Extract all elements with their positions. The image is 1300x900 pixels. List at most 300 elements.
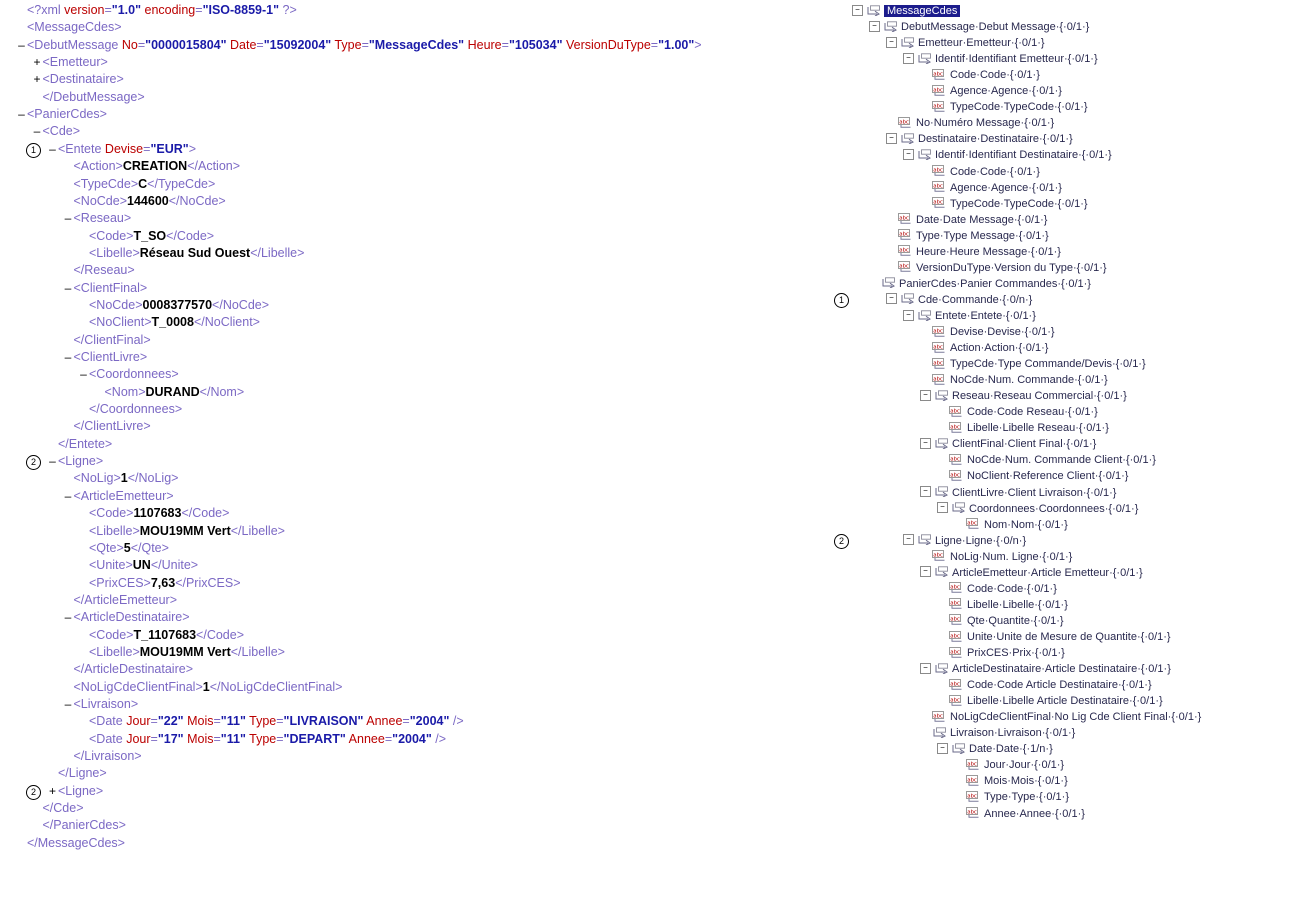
attribute-icon: [932, 550, 947, 561]
tree-node[interactable]: [830, 468, 1300, 484]
tree-node[interactable]: [830, 212, 1300, 228]
tree-node[interactable]: [830, 228, 1300, 244]
xml-line[interactable]: [0, 401, 830, 418]
element-icon: [934, 438, 949, 449]
xml-tag: </ClientLivre>: [73, 419, 151, 434]
tree-collapse-toggle-icon[interactable]: −: [886, 133, 897, 144]
tree-node-label: Action·Action·{·0/1·}: [950, 342, 1049, 355]
xml-line[interactable]: [0, 19, 830, 36]
collapse-toggle-icon[interactable]: –: [64, 211, 72, 226]
tree-node[interactable]: [830, 565, 1300, 581]
tree-node[interactable]: [830, 35, 1300, 51]
xml-line[interactable]: [0, 54, 830, 71]
xml-line[interactable]: [0, 332, 830, 349]
tree-node[interactable]: [830, 773, 1300, 789]
tree-node-label: Unite·Unite de Mesure de Quantite·{·0/1·}: [967, 630, 1171, 643]
attribute-icon: [932, 165, 947, 176]
element-icon: [934, 390, 949, 401]
xml-line[interactable]: [0, 349, 830, 366]
tree-node[interactable]: [830, 693, 1300, 709]
tree-node[interactable]: [830, 308, 1300, 324]
element-icon: [917, 534, 932, 545]
xml-line[interactable]: [0, 106, 830, 123]
tree-node[interactable]: [830, 180, 1300, 196]
annotation-marker: 1: [834, 293, 849, 308]
xml-tag: =: [402, 714, 410, 729]
xml-attribute-name: Annee: [366, 714, 403, 729]
xml-attribute-value: "17": [157, 731, 184, 746]
xml-line[interactable]: [0, 245, 830, 262]
tree-node[interactable]: [830, 806, 1300, 822]
xml-line[interactable]: [0, 89, 830, 106]
xml-line[interactable]: [0, 713, 830, 730]
xml-text-value: MOU19MM Vert: [139, 644, 231, 659]
xml-line[interactable]: [0, 679, 830, 696]
xml-tag: <Destinataire>: [42, 72, 124, 87]
xml-attribute-name: Type: [249, 731, 277, 746]
tree-collapse-toggle-icon[interactable]: −: [920, 438, 931, 449]
xml-line[interactable]: [0, 37, 830, 54]
annotation-marker: 1: [26, 143, 41, 158]
tree-node[interactable]: [830, 292, 1300, 308]
svg-text:abc: abc: [899, 119, 909, 126]
xml-line[interactable]: [0, 210, 830, 227]
xml-attribute-value: "LIVRAISON": [283, 714, 364, 729]
xml-attribute-name: Mois: [187, 731, 214, 746]
attribute-icon: [932, 181, 947, 192]
schema-tree-pane[interactable]: [830, 0, 1300, 900]
xml-tag: <MessageCdes>: [27, 20, 122, 35]
tree-node[interactable]: [830, 131, 1300, 147]
svg-text:abc: abc: [933, 183, 943, 190]
element-icon: [917, 149, 932, 160]
xml-line[interactable]: [0, 523, 830, 540]
xml-line[interactable]: [0, 609, 830, 626]
collapse-toggle-icon[interactable]: –: [64, 610, 72, 625]
attribute-icon: [949, 614, 964, 625]
xml-line[interactable]: [0, 817, 830, 834]
xml-line[interactable]: [0, 176, 830, 193]
xml-tag: </Livraison>: [73, 749, 142, 764]
tree-node[interactable]: [830, 452, 1300, 468]
xml-tag: </ArticleDestinataire>: [73, 662, 194, 677]
attribute-icon: [898, 229, 913, 240]
tree-node-label: Code·Code·{·0/1·}: [967, 582, 1057, 595]
element-icon: [934, 566, 949, 577]
tree-node-label: PanierCdes·Panier Commandes·{·0/1·}: [899, 277, 1091, 290]
attribute-icon: [966, 518, 981, 529]
xml-text-value: C: [138, 176, 148, 191]
tree-collapse-toggle-icon[interactable]: −: [920, 663, 931, 674]
tree-node-label: Annee·Annee·{·0/1·}: [984, 807, 1085, 820]
tree-node-label: Libelle·Libelle·{·0/1·}: [967, 598, 1068, 611]
element-icon: [934, 663, 949, 674]
tree-node[interactable]: [830, 757, 1300, 773]
tree-root-node[interactable]: [830, 3, 1300, 19]
tree-node-label: Ligne·Ligne·{·0/n·}: [935, 534, 1027, 547]
tree-node[interactable]: [830, 260, 1300, 276]
xml-tag: <PrixCES>: [89, 575, 151, 590]
collapse-toggle-icon[interactable]: –: [18, 107, 25, 122]
xml-attribute-value: "15092004": [263, 37, 332, 52]
xml-line[interactable]: [0, 644, 830, 661]
xml-tag: =: [150, 731, 158, 746]
tree-node[interactable]: [830, 196, 1300, 212]
xml-line[interactable]: [0, 765, 830, 782]
svg-text:abc: abc: [950, 680, 960, 687]
tree-node-label: NoLigCdeClientFinal·No Lig Cde Client Final·{·0/1·}: [950, 711, 1202, 724]
xml-line[interactable]: [0, 228, 830, 245]
xml-line[interactable]: [0, 696, 830, 713]
svg-text:abc: abc: [967, 777, 977, 784]
xml-text-value: 1: [120, 471, 128, 486]
tree-node-label: TypeCde·Type Commande/Devis·{·0/1·}: [950, 358, 1146, 371]
tree-node[interactable]: [830, 388, 1300, 404]
tree-node[interactable]: [830, 725, 1300, 741]
xml-attribute-name: encoding: [144, 3, 196, 17]
svg-text:abc: abc: [933, 199, 943, 206]
tree-node[interactable]: [830, 597, 1300, 613]
svg-text:abc: abc: [933, 359, 943, 366]
collapse-toggle-icon[interactable]: –: [64, 350, 72, 364]
xml-line[interactable]: [0, 800, 830, 817]
expand-toggle-icon[interactable]: +: [33, 55, 41, 70]
xml-line[interactable]: [0, 280, 830, 297]
xml-line[interactable]: [0, 470, 830, 487]
tree-collapse-toggle-icon[interactable]: −: [886, 293, 897, 304]
collapse-toggle-icon[interactable]: –: [18, 37, 25, 52]
attribute-icon: [949, 679, 964, 690]
xml-line[interactable]: [0, 505, 830, 522]
svg-text:abc: abc: [967, 809, 977, 816]
tree-node-label: Devise·Devise·{·0/1·}: [950, 326, 1055, 338]
xml-attribute-name: VersionDuType: [566, 37, 651, 52]
xml-tag: </DebutMessage>: [42, 89, 145, 104]
xml-line[interactable]: [0, 193, 830, 210]
tree-node-label: DebutMessage·Debut Message·{·0/1·}: [901, 21, 1090, 34]
xml-tag: =: [213, 714, 221, 729]
xml-line[interactable]: [0, 366, 830, 383]
xml-attribute-value: "1.0": [111, 3, 142, 17]
svg-text:abc: abc: [950, 408, 960, 415]
xml-text-value: 1107683: [133, 506, 182, 521]
tree-node[interactable]: [830, 83, 1300, 99]
tree-collapse-toggle-icon[interactable]: −: [903, 534, 914, 545]
tree-node-label: Code·Code Article Destinataire·{·0/1·}: [967, 679, 1152, 692]
tree-node-label: Mois·Mois·{·0/1·}: [984, 775, 1068, 788]
attribute-icon: [898, 213, 913, 224]
xml-tag: <Coordonnees>: [89, 367, 179, 382]
xml-tag: <PanierCdes>: [27, 107, 107, 122]
xml-line[interactable]: [0, 158, 830, 175]
xml-tag: </Reseau>: [73, 263, 135, 278]
xml-tag: <ArticleEmetteur>: [73, 488, 174, 503]
tree-node[interactable]: [830, 340, 1300, 356]
tree-node[interactable]: [830, 485, 1300, 501]
xml-line[interactable]: [0, 262, 830, 279]
tree-node-label: TypeCode·TypeCode·{·0/1·}: [950, 101, 1088, 114]
xml-attribute-value: "11": [220, 714, 246, 729]
xml-text-value: 1: [202, 679, 210, 694]
tree-node[interactable]: [830, 741, 1300, 757]
collapse-toggle-icon[interactable]: –: [80, 367, 87, 382]
svg-text:abc: abc: [933, 343, 943, 350]
tree-node[interactable]: [830, 147, 1300, 163]
xml-text-value: 0008377570: [142, 297, 213, 312]
expand-toggle-icon[interactable]: +: [48, 783, 56, 798]
svg-text:abc: abc: [933, 103, 943, 110]
collapse-toggle-icon[interactable]: –: [64, 697, 72, 711]
xml-line[interactable]: [0, 141, 830, 158]
xml-tag: <Cde>: [42, 124, 81, 139]
xml-tag: >: [694, 37, 702, 52]
xml-tag: </Action>: [187, 159, 241, 174]
tree-node-label: Code·Code Reseau·{·0/1·}: [967, 406, 1098, 419]
attribute-icon: [966, 759, 981, 770]
tree-node-label: Nom·Nom·{·0/1·}: [984, 518, 1068, 531]
xml-line[interactable]: [0, 384, 830, 401]
svg-text:abc: abc: [967, 793, 977, 800]
xml-tag: <NoClient>: [89, 315, 152, 330]
xml-tag: </ClientFinal>: [73, 332, 151, 347]
tree-collapse-toggle-icon[interactable]: −: [903, 53, 914, 64]
tree-node[interactable]: [830, 549, 1300, 565]
tree-node[interactable]: [830, 436, 1300, 452]
tree-node-label: Date·Date·{·1/n·}: [969, 743, 1053, 756]
xml-tag: <Ligne>: [58, 454, 104, 469]
tree-node[interactable]: [830, 645, 1300, 661]
xml-tag: </PanierCdes>: [42, 818, 126, 833]
xml-tag: <Qte>: [89, 540, 124, 555]
xml-tag: <ClientFinal>: [73, 280, 148, 295]
tree-node-label: ClientLivre·Client Livraison·{·0/1·}: [952, 486, 1117, 499]
xml-tag: <Ligne>: [58, 783, 104, 798]
tree-node[interactable]: [830, 51, 1300, 67]
xml-tag: =: [276, 731, 284, 746]
xml-tag: <Libelle>: [89, 644, 140, 659]
tree-node[interactable]: [830, 115, 1300, 131]
tree-node[interactable]: [830, 629, 1300, 645]
attribute-icon: [932, 358, 947, 369]
svg-text:abc: abc: [899, 215, 909, 222]
xml-line[interactable]: [0, 418, 830, 435]
xml-line[interactable]: [0, 123, 830, 140]
tree-node[interactable]: [830, 19, 1300, 35]
tree-node[interactable]: [830, 661, 1300, 677]
collapse-toggle-icon[interactable]: –: [49, 454, 56, 469]
xml-tag: <Code>: [89, 506, 134, 521]
xml-attribute-name: Jour: [126, 714, 151, 729]
tree-node-label: VersionDuType·Version du Type·{·0/1·}: [916, 261, 1107, 274]
tree-node[interactable]: [830, 164, 1300, 180]
collapse-toggle-icon[interactable]: –: [64, 280, 72, 295]
svg-text:abc: abc: [967, 520, 977, 527]
tree-node-label: Date·Date Message·{·0/1·}: [916, 213, 1048, 226]
tree-collapse-toggle-icon[interactable]: −: [920, 566, 931, 577]
attribute-icon: [932, 101, 947, 112]
attribute-icon: [949, 647, 964, 658]
xml-tag: =: [650, 37, 659, 52]
xml-attribute-value: "DEPART": [283, 731, 346, 746]
xml-tag: </Unite>: [150, 558, 199, 573]
tree-node-label: NoLig·Num. Ligne·{·0/1·}: [950, 550, 1073, 563]
element-icon: [951, 743, 966, 754]
xml-tag: <Code>: [89, 627, 134, 642]
tree-node[interactable]: [830, 372, 1300, 388]
xml-line[interactable]: [0, 453, 830, 470]
xml-tag: </NoLigCdeClientFinal>: [209, 679, 343, 694]
xml-declaration: ?>: [279, 3, 297, 17]
tree-collapse-toggle-icon[interactable]: −: [903, 149, 914, 160]
tree-node-label: Type·Type Message·{·0/1·}: [916, 229, 1049, 242]
attribute-icon: [932, 326, 947, 337]
tree-collapse-toggle-icon[interactable]: −: [903, 310, 914, 321]
tree-node[interactable]: [830, 356, 1300, 372]
xml-line[interactable]: [0, 71, 830, 88]
attribute-icon: [966, 807, 981, 818]
xml-declaration: =: [104, 3, 112, 17]
xml-tag: </PrixCES>: [175, 575, 241, 590]
tree-node[interactable]: [830, 244, 1300, 260]
tree-collapse-toggle-icon[interactable]: −: [852, 5, 863, 16]
xml-line[interactable]: [0, 540, 830, 557]
xml-tag: <DebutMessage: [27, 37, 122, 52]
svg-text:abc: abc: [967, 761, 977, 768]
xml-tag: =: [137, 37, 146, 52]
xml-line[interactable]: [0, 488, 830, 505]
xml-attribute-value: "22": [157, 714, 184, 729]
element-icon: [900, 133, 915, 144]
tree-node-label: Agence·Agence·{·0/1·}: [950, 181, 1062, 194]
attribute-icon: [932, 342, 947, 353]
xml-attribute-name: Type: [249, 714, 277, 729]
xml-tag: <Action>: [73, 159, 123, 174]
xml-line[interactable]: [0, 314, 830, 331]
tree-collapse-toggle-icon[interactable]: −: [937, 502, 948, 513]
xml-attribute-name: Type: [334, 37, 362, 52]
xml-line[interactable]: [0, 627, 830, 644]
element-icon: [932, 727, 947, 738]
xml-tag: <NoCde>: [73, 193, 128, 208]
xml-tag: </Ligne>: [58, 766, 107, 781]
attribute-icon: [932, 69, 947, 80]
tree-node[interactable]: [830, 581, 1300, 597]
xml-tag: <Date: [89, 714, 127, 729]
xml-declaration: <?xml: [27, 3, 65, 17]
attribute-icon: [949, 422, 964, 433]
element-icon: [951, 502, 966, 513]
attribute-icon: [898, 261, 913, 272]
xml-tag: <NoLig>: [73, 471, 121, 486]
tree-collapse-toggle-icon[interactable]: −: [920, 486, 931, 497]
xml-tag: <Libelle>: [89, 245, 140, 260]
tree-node[interactable]: [830, 420, 1300, 436]
xml-line[interactable]: [0, 661, 830, 678]
tree-node[interactable]: [830, 517, 1300, 533]
tree-node[interactable]: [830, 789, 1300, 805]
tree-node[interactable]: [830, 99, 1300, 115]
xml-line[interactable]: [0, 436, 830, 453]
tree-node-label: Reseau·Reseau Commercial·{·0/1·}: [952, 390, 1127, 403]
xml-attribute-name: Jour: [126, 731, 151, 746]
xml-tag: <Unite>: [89, 558, 133, 573]
svg-text:abc: abc: [950, 600, 960, 607]
xml-tag: =: [150, 714, 158, 729]
tree-node[interactable]: [830, 501, 1300, 517]
collapse-toggle-icon[interactable]: –: [33, 124, 41, 139]
svg-text:abc: abc: [933, 713, 943, 720]
xml-text-value: T_0008: [151, 315, 194, 330]
tree-node[interactable]: [830, 324, 1300, 340]
xml-line[interactable]: [0, 592, 830, 609]
tree-collapse-toggle-icon[interactable]: −: [869, 21, 880, 32]
element-icon: [881, 277, 896, 288]
xml-line[interactable]: [0, 557, 830, 574]
attribute-icon: [949, 631, 964, 642]
tree-node[interactable]: [830, 533, 1300, 549]
xml-tag: <Livraison>: [73, 697, 139, 711]
xml-tag: </Nom>: [199, 384, 245, 399]
xml-line[interactable]: [0, 835, 830, 852]
xml-tag: </NoLig>: [127, 471, 179, 486]
xml-tag: =: [501, 37, 509, 52]
attribute-icon: [966, 775, 981, 786]
tree-node-label: Qte·Quantite·{·0/1·}: [967, 614, 1064, 627]
collapse-toggle-icon[interactable]: –: [64, 488, 72, 503]
tree-node[interactable]: [830, 677, 1300, 693]
xml-line[interactable]: [0, 748, 830, 765]
xml-text-value: 5: [123, 540, 131, 555]
attribute-icon: [949, 598, 964, 609]
tree-node-label: No·Numéro Message·{·0/1·}: [916, 117, 1055, 130]
tree-collapse-toggle-icon[interactable]: −: [886, 37, 897, 48]
xml-tag: =: [256, 37, 264, 52]
collapse-toggle-icon[interactable]: –: [49, 141, 56, 156]
xml-line[interactable]: [0, 297, 830, 314]
xml-text-value: T_1107683: [133, 627, 197, 642]
attribute-icon: [949, 406, 964, 417]
tree-node[interactable]: [830, 613, 1300, 629]
xml-text-value: Réseau Sud Ouest: [139, 245, 251, 260]
tree-collapse-toggle-icon[interactable]: −: [920, 390, 931, 401]
xml-line[interactable]: [0, 2, 830, 19]
tree-node-label: ClientFinal·Client Final·{·0/1·}: [952, 438, 1097, 451]
xml-tag: <NoCde>: [89, 297, 143, 312]
tree-node[interactable]: [830, 709, 1300, 725]
xml-tag: />: [449, 714, 464, 729]
xml-line[interactable]: [0, 731, 830, 748]
tree-node-label: Emetteur·Emetteur·{·0/1·}: [918, 37, 1045, 50]
tree-node[interactable]: [830, 67, 1300, 83]
attribute-icon: [949, 470, 964, 481]
xml-line[interactable]: [0, 783, 830, 800]
tree-node-label: Code·Code·{·0/1·}: [950, 165, 1040, 178]
tree-node-label: Libelle·Libelle Reseau·{·0/1·}: [967, 422, 1109, 435]
tree-node[interactable]: [830, 276, 1300, 292]
xml-line[interactable]: [0, 575, 830, 592]
tree-collapse-toggle-icon[interactable]: −: [937, 743, 948, 754]
expand-toggle-icon[interactable]: +: [33, 72, 41, 87]
xml-text-value: CREATION: [122, 159, 188, 174]
tree-node[interactable]: [830, 404, 1300, 420]
attribute-icon: [898, 117, 913, 128]
svg-text:abc: abc: [950, 616, 960, 623]
xml-attribute-name: Heure: [467, 37, 502, 52]
xml-tag: >: [188, 141, 197, 156]
tree-node-label: Libelle·Libelle Article Destinataire·{·0/1·}: [967, 695, 1163, 708]
svg-text:abc: abc: [899, 263, 909, 270]
xml-tag: </NoCde>: [168, 193, 226, 208]
